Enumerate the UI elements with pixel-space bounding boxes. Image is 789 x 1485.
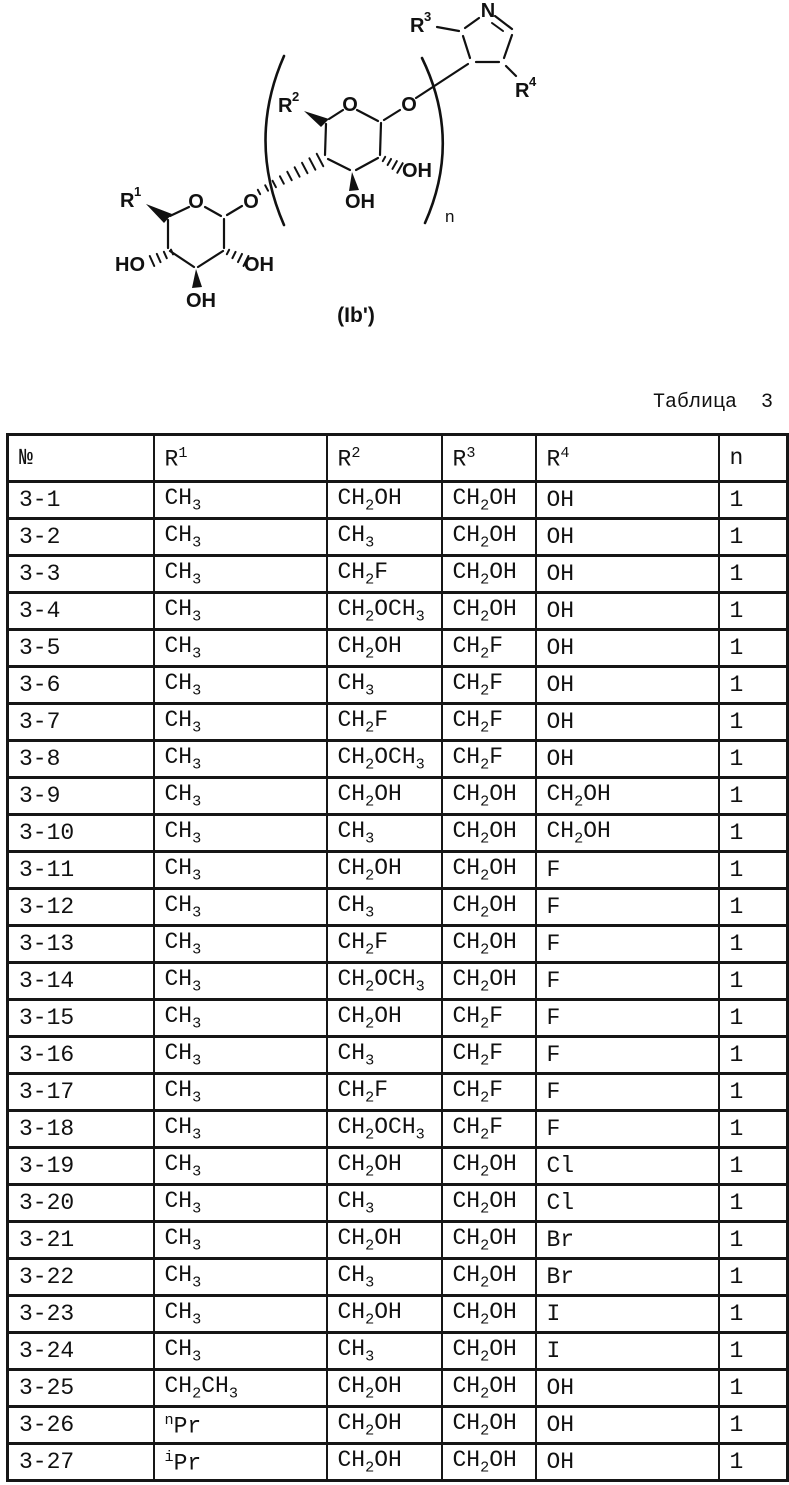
table-cell: 3-15 [8,1000,154,1037]
table-cell: $CH_2OH$ [327,1407,442,1444]
oh-label-mid-bottom: OH [345,191,375,213]
glycosidic-oxygen-mid: O [401,94,417,116]
table-cell: F [536,1074,719,1111]
table-cell: $CH_2OCH_3$ [327,1111,442,1148]
table-body [8,482,788,1481]
table-cell: $CH_3$ [154,1259,327,1296]
table-cell: OH [536,667,719,704]
table-cell: 3-10 [8,815,154,852]
table-cell: 3-21 [8,1222,154,1259]
table-cell: OH [536,704,719,741]
table-cell: $CH_2OH$ [442,556,536,593]
table-cell: $CH_2OH$ [327,778,442,815]
table-cell: $CH_2OH$ [442,1222,536,1259]
table-row [8,630,788,667]
table-row [8,1333,788,1370]
table-row [8,593,788,630]
table-cell: $CH_2OH$ [327,1222,442,1259]
table-cell: $CH_2CH_3$ [154,1370,327,1407]
table-row [8,1148,788,1185]
table-cell: 1 [719,667,788,704]
table-cell: Cl [536,1185,719,1222]
table-cell: $CH_3$ [154,963,327,1000]
table-cell: $CH_2OH$ [536,778,719,815]
table-cell: $CH_3$ [327,1259,442,1296]
table-cell: 3-20 [8,1185,154,1222]
table-row [8,1222,788,1259]
table-cell: $^i$Pr [154,1444,327,1481]
table-cell: $CH_3$ [154,482,327,519]
table-cell: 3-2 [8,519,154,556]
table-cell: 1 [719,1185,788,1222]
table-cell: $CH_3$ [327,1333,442,1370]
oh-label-mid-right: OH [402,160,432,182]
table-cell: $CH_3$ [154,926,327,963]
table-cell: $CH_3$ [154,852,327,889]
table-cell: $CH_2OCH_3$ [327,741,442,778]
chemical-structure-drawing [0,0,789,345]
table-cell: F [536,1000,719,1037]
ho-label-left: HO [115,254,145,276]
table-cell: $CH_3$ [327,519,442,556]
table-cell: $CH_2OH$ [442,1148,536,1185]
table-cell: 1 [719,1074,788,1111]
table-cell: 1 [719,556,788,593]
table-cell: $CH_3$ [154,704,327,741]
table-cell: 3-13 [8,926,154,963]
table-cell: F [536,963,719,1000]
table-cell: I [536,1296,719,1333]
table-cell: 1 [719,1037,788,1074]
table-row [8,667,788,704]
table-cell: 3-27 [8,1444,154,1481]
repeat-subscript-n: n [445,207,455,226]
table-cell: 3-23 [8,1296,154,1333]
table-cell: I [536,1333,719,1370]
table-cell: $CH_3$ [154,1037,327,1074]
left-oh-bottom-wedge [192,269,202,288]
table-cell: 1 [719,1222,788,1259]
glycosidic-oxygen-left: O [243,191,259,213]
table-cell: $CH_3$ [154,1333,327,1370]
table-row [8,1074,788,1111]
table-cell: $CH_3$ [154,889,327,926]
table-cell: $CH_3$ [154,630,327,667]
table-cell: $CH_3$ [327,1037,442,1074]
table-cell: 3-26 [8,1407,154,1444]
column-header: $R^1$ [154,435,327,482]
table-cell: $CH_3$ [154,1296,327,1333]
table-cell: 1 [719,519,788,556]
table-cell: $CH_3$ [154,1000,327,1037]
r1-label [120,184,141,212]
column-header: $R^3$ [442,435,536,482]
table-row [8,778,788,815]
table-cell: 1 [719,704,788,741]
table-cell: $CH_2OH$ [442,852,536,889]
table-cell: $CH_2OH$ [327,1000,442,1037]
table-cell: $^n$Pr [154,1407,327,1444]
table-cell: 1 [719,778,788,815]
table-caption: Таблица 3 [652,391,773,414]
table-cell: OH [536,556,719,593]
table-cell: $CH_3$ [154,741,327,778]
table-row [8,926,788,963]
table-cell: 1 [719,926,788,963]
table-cell: $CH_3$ [327,667,442,704]
table-row [8,1259,788,1296]
svg-text:R: R [278,95,293,117]
table-cell: $CH_2F$ [442,1000,536,1037]
table-cell: 3-9 [8,778,154,815]
table-cell: 1 [719,815,788,852]
table-cell: $CH_2OCH_3$ [327,593,442,630]
table-cell: 3-17 [8,1074,154,1111]
table-cell: 3-16 [8,1037,154,1074]
svg-text:1: 1 [134,184,142,199]
table-cell: 3-6 [8,667,154,704]
table-cell: OH [536,1444,719,1481]
table-row [8,1407,788,1444]
table-cell: 1 [719,889,788,926]
r3-label [410,9,431,37]
r4-label [515,74,537,102]
table-cell: $CH_2F$ [442,1037,536,1074]
table-cell: 3-1 [8,482,154,519]
table-cell: 1 [719,1111,788,1148]
table-cell: $CH_2OH$ [442,519,536,556]
mid-oh-hashed-wedge [383,157,403,173]
table-cell: $CH_2F$ [327,704,442,741]
table-row [8,482,788,519]
table-cell: F [536,889,719,926]
table-cell: 1 [719,1148,788,1185]
table-cell: 3-14 [8,963,154,1000]
table-cell: $CH_3$ [154,1074,327,1111]
table-cell: 1 [719,1444,788,1481]
table-row [8,815,788,852]
table-row [8,741,788,778]
svg-text:R: R [120,190,135,212]
left-parenthesis [266,56,285,225]
table-cell: 1 [719,1296,788,1333]
formula-label: (Ib') [337,304,375,327]
pyrroline-ring [437,16,516,76]
table-header-row [8,435,788,482]
table-cell: $CH_3$ [327,815,442,852]
table-cell: $CH_2F$ [327,1074,442,1111]
table-cell: $CH_3$ [154,1185,327,1222]
table-cell: $CH_2F$ [442,1111,536,1148]
table-cell: $CH_2OH$ [442,963,536,1000]
table-cell: F [536,1111,719,1148]
table-cell: 3-3 [8,556,154,593]
table-cell: $CH_2OH$ [327,630,442,667]
table-row [8,852,788,889]
table-cell: 3-4 [8,593,154,630]
svg-text:R: R [410,15,425,37]
table-cell: 3-18 [8,1111,154,1148]
table-cell: $CH_3$ [154,1148,327,1185]
table-row [8,519,788,556]
table-cell: F [536,926,719,963]
table-cell: $CH_3$ [154,556,327,593]
r2-label [278,89,299,117]
table-cell: 1 [719,1370,788,1407]
ring-oxygen-left: O [188,191,204,213]
table-cell: 1 [719,1259,788,1296]
table-row [8,1000,788,1037]
oh-label-left-bottom: OH [186,290,216,312]
table-cell: $CH_2OH$ [327,1370,442,1407]
table-cell: $CH_2OH$ [442,1407,536,1444]
column-header: n [719,435,788,482]
table-row [8,1296,788,1333]
table-cell: 1 [719,482,788,519]
table-cell: $CH_2OH$ [442,1296,536,1333]
table-cell: $CH_2OH$ [442,815,536,852]
table-row [8,704,788,741]
table-cell: $CH_2OH$ [442,1444,536,1481]
table-cell: OH [536,741,719,778]
table-cell: $CH_2OCH_3$ [327,963,442,1000]
table-row [8,556,788,593]
table-cell: $CH_2F$ [442,1074,536,1111]
table-cell: F [536,852,719,889]
table-cell: $CH_2OH$ [327,1148,442,1185]
table-cell: OH [536,630,719,667]
table-cell: Br [536,1222,719,1259]
table-cell: $CH_3$ [154,1111,327,1148]
table-cell: 3-5 [8,630,154,667]
table-row [8,1370,788,1407]
svg-text:2: 2 [292,89,300,104]
table-cell: $CH_2OH$ [442,593,536,630]
table-cell: OH [536,519,719,556]
table-cell: $CH_2F$ [442,704,536,741]
left-sugar-ring [146,204,248,288]
substituent-table [6,433,789,1482]
table-row [8,889,788,926]
table-cell: $CH_2OH$ [442,778,536,815]
table-row [8,1185,788,1222]
table-cell: $CH_3$ [327,889,442,926]
table-cell: OH [536,1370,719,1407]
table-cell: $CH_2OH$ [442,1259,536,1296]
table-cell: 3-22 [8,1259,154,1296]
table-cell: $CH_3$ [154,815,327,852]
middle-sugar-ring [304,64,468,191]
table-cell: $CH_2F$ [442,741,536,778]
table-cell: $CH_3$ [154,778,327,815]
table-cell: 3-11 [8,852,154,889]
svg-text:R: R [515,80,530,102]
nitrogen-label: N [480,0,496,22]
table-cell: 1 [719,852,788,889]
table-cell: 3-8 [8,741,154,778]
column-header: № [8,435,154,482]
table-cell: 1 [719,741,788,778]
table-cell: $CH_2OH$ [442,1333,536,1370]
column-header: $R^4$ [536,435,719,482]
table-cell: $CH_2OH$ [327,1296,442,1333]
table-cell: OH [536,482,719,519]
table-cell: $CH_2OH$ [442,889,536,926]
table-cell: $CH_2OH$ [327,482,442,519]
table-row [8,1444,788,1481]
svg-text:3: 3 [424,9,432,24]
table-cell: $CH_2OH$ [327,1444,442,1481]
table-cell: OH [536,1407,719,1444]
table-row [8,1037,788,1074]
table-cell: $CH_2OH$ [536,815,719,852]
table-cell: 1 [719,593,788,630]
left-ho-hashed-wedge [150,250,173,266]
table-cell: 3-19 [8,1148,154,1185]
table-cell: $CH_3$ [154,1222,327,1259]
table-cell: 3-12 [8,889,154,926]
table-cell: 1 [719,1000,788,1037]
table-cell: 1 [719,1407,788,1444]
table-cell: F [536,1037,719,1074]
table-cell: $CH_2OH$ [442,1370,536,1407]
table-cell: 3-25 [8,1370,154,1407]
table-row [8,1111,788,1148]
ring-oxygen-mid: O [342,94,358,116]
table-cell: 3-7 [8,704,154,741]
table-cell: 1 [719,1333,788,1370]
column-header: $R^2$ [327,435,442,482]
table-cell: $CH_2OH$ [442,926,536,963]
table-cell: Br [536,1259,719,1296]
svg-text:4: 4 [529,74,537,89]
table-cell: $CH_2OH$ [442,482,536,519]
table-cell: 1 [719,963,788,1000]
table-cell: $CH_2OH$ [327,852,442,889]
table-cell: $CH_2F$ [442,630,536,667]
table-cell: 1 [719,630,788,667]
table-cell: $CH_3$ [327,1185,442,1222]
table-row [8,963,788,1000]
table-cell: $CH_2F$ [327,556,442,593]
table-cell: $CH_3$ [154,667,327,704]
table-cell: Cl [536,1148,719,1185]
oh-label-left-right: OH [244,254,274,276]
table-cell: $CH_3$ [154,593,327,630]
table-cell: $CH_2F$ [327,926,442,963]
table-cell: $CH_2F$ [442,667,536,704]
table-cell: OH [536,593,719,630]
table-cell: $CH_2OH$ [442,1185,536,1222]
table-cell: $CH_3$ [154,519,327,556]
table-cell: 3-24 [8,1333,154,1370]
mid-oh-bottom-wedge [349,172,359,191]
